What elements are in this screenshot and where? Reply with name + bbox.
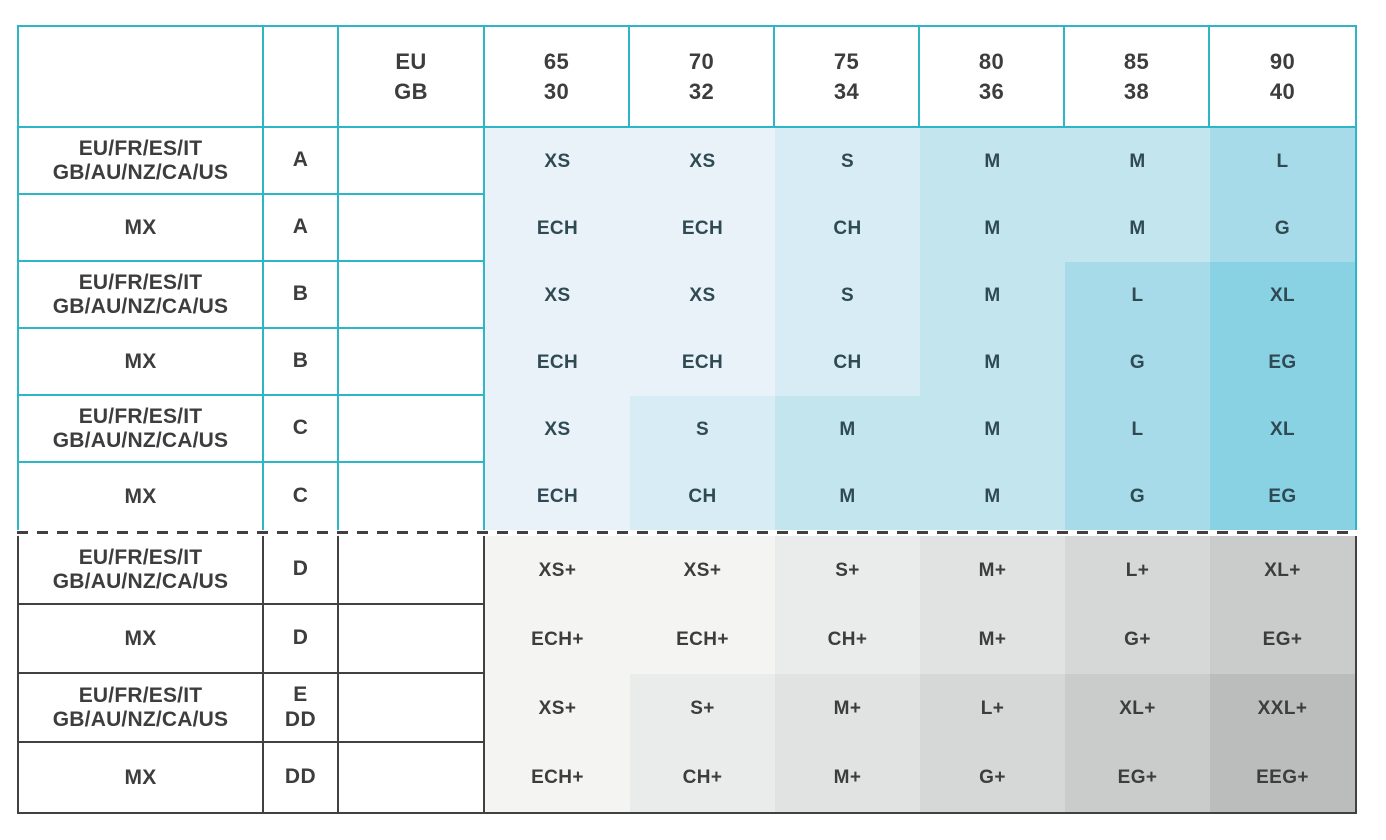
size-cell: ECH+	[485, 605, 630, 674]
size-cell: M	[920, 463, 1065, 530]
header-band-75-34	[775, 27, 920, 128]
size-cell: M	[775, 396, 920, 463]
region-line: EU/FR/ES/IT	[78, 545, 203, 569]
size-cell: CH	[775, 329, 920, 396]
band-gb-value: 36	[978, 78, 1005, 104]
region-line: GB/AU/NZ/CA/US	[52, 160, 229, 184]
region-cell	[19, 743, 264, 812]
size-cell: XS	[485, 128, 630, 195]
region-line: MX	[124, 484, 157, 508]
region-line: EU/FR/ES/IT	[78, 683, 203, 707]
size-cell: CH+	[775, 605, 920, 674]
size-cell: ECH	[630, 329, 775, 396]
size-cell: CH+	[630, 743, 775, 812]
region-line: MX	[124, 349, 157, 373]
region-line: EU/FR/ES/IT	[78, 136, 203, 160]
region-line: GB/AU/NZ/CA/US	[52, 569, 229, 593]
eu-gb-cell	[339, 195, 485, 262]
header-band-70-32	[630, 27, 775, 128]
cup-cell: B	[264, 262, 339, 329]
cup-line: DD	[284, 707, 317, 731]
size-cell: XS	[485, 396, 630, 463]
size-cell: EG	[1210, 463, 1355, 530]
size-cell: M	[920, 128, 1065, 195]
size-cell: L	[1065, 262, 1210, 329]
cup-cell: C	[264, 463, 339, 530]
cup-cell: D	[264, 605, 339, 674]
size-cell: XL+	[1210, 536, 1355, 605]
size-cell: XXL+	[1210, 674, 1355, 743]
dashed-line	[17, 531, 1357, 534]
region-cell	[19, 396, 264, 463]
size-cell: M	[920, 195, 1065, 262]
cup-cell: B	[264, 329, 339, 396]
region-cell	[19, 674, 264, 743]
band-gb-value: 32	[688, 78, 715, 104]
cup-cell: C	[264, 396, 339, 463]
header-band-65-30	[485, 27, 630, 128]
size-cell: G	[1065, 329, 1210, 396]
size-cell: XS+	[630, 536, 775, 605]
region-cell	[19, 329, 264, 396]
eu-gb-cell	[339, 463, 485, 530]
band-gb-value: 40	[1269, 78, 1296, 104]
size-cell: XS+	[485, 536, 630, 605]
eu-gb-cell	[339, 128, 485, 195]
size-cell: ECH	[485, 195, 630, 262]
size-cell: M	[1065, 128, 1210, 195]
size-cell: S	[775, 128, 920, 195]
region-line: MX	[124, 765, 157, 789]
size-cell: CH	[775, 195, 920, 262]
region-cell	[19, 463, 264, 530]
header-band-85-38	[1065, 27, 1210, 128]
size-cell: M+	[775, 674, 920, 743]
band-eu-value: 85	[1123, 48, 1150, 74]
band-gb-value: 34	[833, 78, 860, 104]
region-line: GB/AU/NZ/CA/US	[52, 428, 229, 452]
band-eu-value: 65	[543, 48, 570, 74]
cup-cell: A	[264, 128, 339, 195]
size-cell: M+	[775, 743, 920, 812]
size-cell: ECH+	[630, 605, 775, 674]
size-cell: EG+	[1065, 743, 1210, 812]
size-cell: XL	[1210, 262, 1355, 329]
size-cell: L	[1210, 128, 1355, 195]
size-cell: S	[630, 396, 775, 463]
size-cell: ECH+	[485, 743, 630, 812]
region-cell	[19, 262, 264, 329]
size-cell: L+	[920, 674, 1065, 743]
eu-gb-cell	[339, 605, 485, 674]
size-cell: XS	[630, 128, 775, 195]
size-cell: EG	[1210, 329, 1355, 396]
band-system-eu: EU	[395, 48, 427, 74]
size-cell: L+	[1065, 536, 1210, 605]
region-cell	[19, 128, 264, 195]
size-cell: S	[775, 262, 920, 329]
eu-gb-cell	[339, 536, 485, 605]
eu-gb-cell	[339, 674, 485, 743]
size-cell: M	[920, 329, 1065, 396]
size-cell: S+	[630, 674, 775, 743]
region-line: GB/AU/NZ/CA/US	[52, 707, 229, 731]
header-band-system-cell	[339, 27, 485, 128]
size-table	[17, 25, 1357, 814]
band-eu-value: 90	[1269, 48, 1296, 74]
band-system-gb: GB	[394, 78, 428, 104]
size-cell: M+	[920, 536, 1065, 605]
cup-cell	[264, 674, 339, 743]
eu-gb-cell	[339, 743, 485, 812]
header-region-cell	[19, 27, 264, 128]
dashed-divider	[17, 530, 1357, 536]
band-eu-value: 80	[978, 48, 1005, 74]
size-cell: G+	[920, 743, 1065, 812]
header-band-80-36	[920, 27, 1065, 128]
size-cell: G+	[1065, 605, 1210, 674]
region-line: MX	[124, 626, 157, 650]
size-cell: EEG+	[1210, 743, 1355, 812]
cup-cell: A	[264, 195, 339, 262]
bottom-section	[17, 536, 1357, 814]
size-cell: L	[1065, 396, 1210, 463]
size-cell: G	[1065, 463, 1210, 530]
cup-line: E	[293, 683, 308, 707]
size-cell: XS	[485, 262, 630, 329]
header-cup-cell	[264, 27, 339, 128]
band-eu-value: 75	[833, 48, 860, 74]
cup-cell: DD	[264, 743, 339, 812]
region-cell	[19, 605, 264, 674]
size-cell: S+	[775, 536, 920, 605]
size-cell: EG+	[1210, 605, 1355, 674]
cup-cell: D	[264, 536, 339, 605]
size-cell: XS	[630, 262, 775, 329]
eu-gb-cell	[339, 262, 485, 329]
size-cell: XS+	[485, 674, 630, 743]
size-cell: M	[920, 262, 1065, 329]
size-cell: M	[1065, 195, 1210, 262]
size-cell: ECH	[485, 463, 630, 530]
band-gb-value: 30	[543, 78, 570, 104]
size-cell: M	[775, 463, 920, 530]
size-cell: ECH	[630, 195, 775, 262]
size-cell: XL+	[1065, 674, 1210, 743]
eu-gb-cell	[339, 396, 485, 463]
band-gb-value: 38	[1123, 78, 1150, 104]
region-line: EU/FR/ES/IT	[78, 270, 203, 294]
region-line: MX	[124, 215, 157, 239]
size-cell: ECH	[485, 329, 630, 396]
region-cell	[19, 195, 264, 262]
eu-gb-cell	[339, 329, 485, 396]
size-cell: XL	[1210, 396, 1355, 463]
region-cell	[19, 536, 264, 605]
top-section	[17, 25, 1357, 530]
size-cell: M	[920, 396, 1065, 463]
size-cell: M+	[920, 605, 1065, 674]
region-line: EU/FR/ES/IT	[78, 404, 203, 428]
size-cell: CH	[630, 463, 775, 530]
region-line: GB/AU/NZ/CA/US	[52, 294, 229, 318]
size-cell: G	[1210, 195, 1355, 262]
band-eu-value: 70	[688, 48, 715, 74]
header-band-90-40	[1210, 27, 1355, 128]
